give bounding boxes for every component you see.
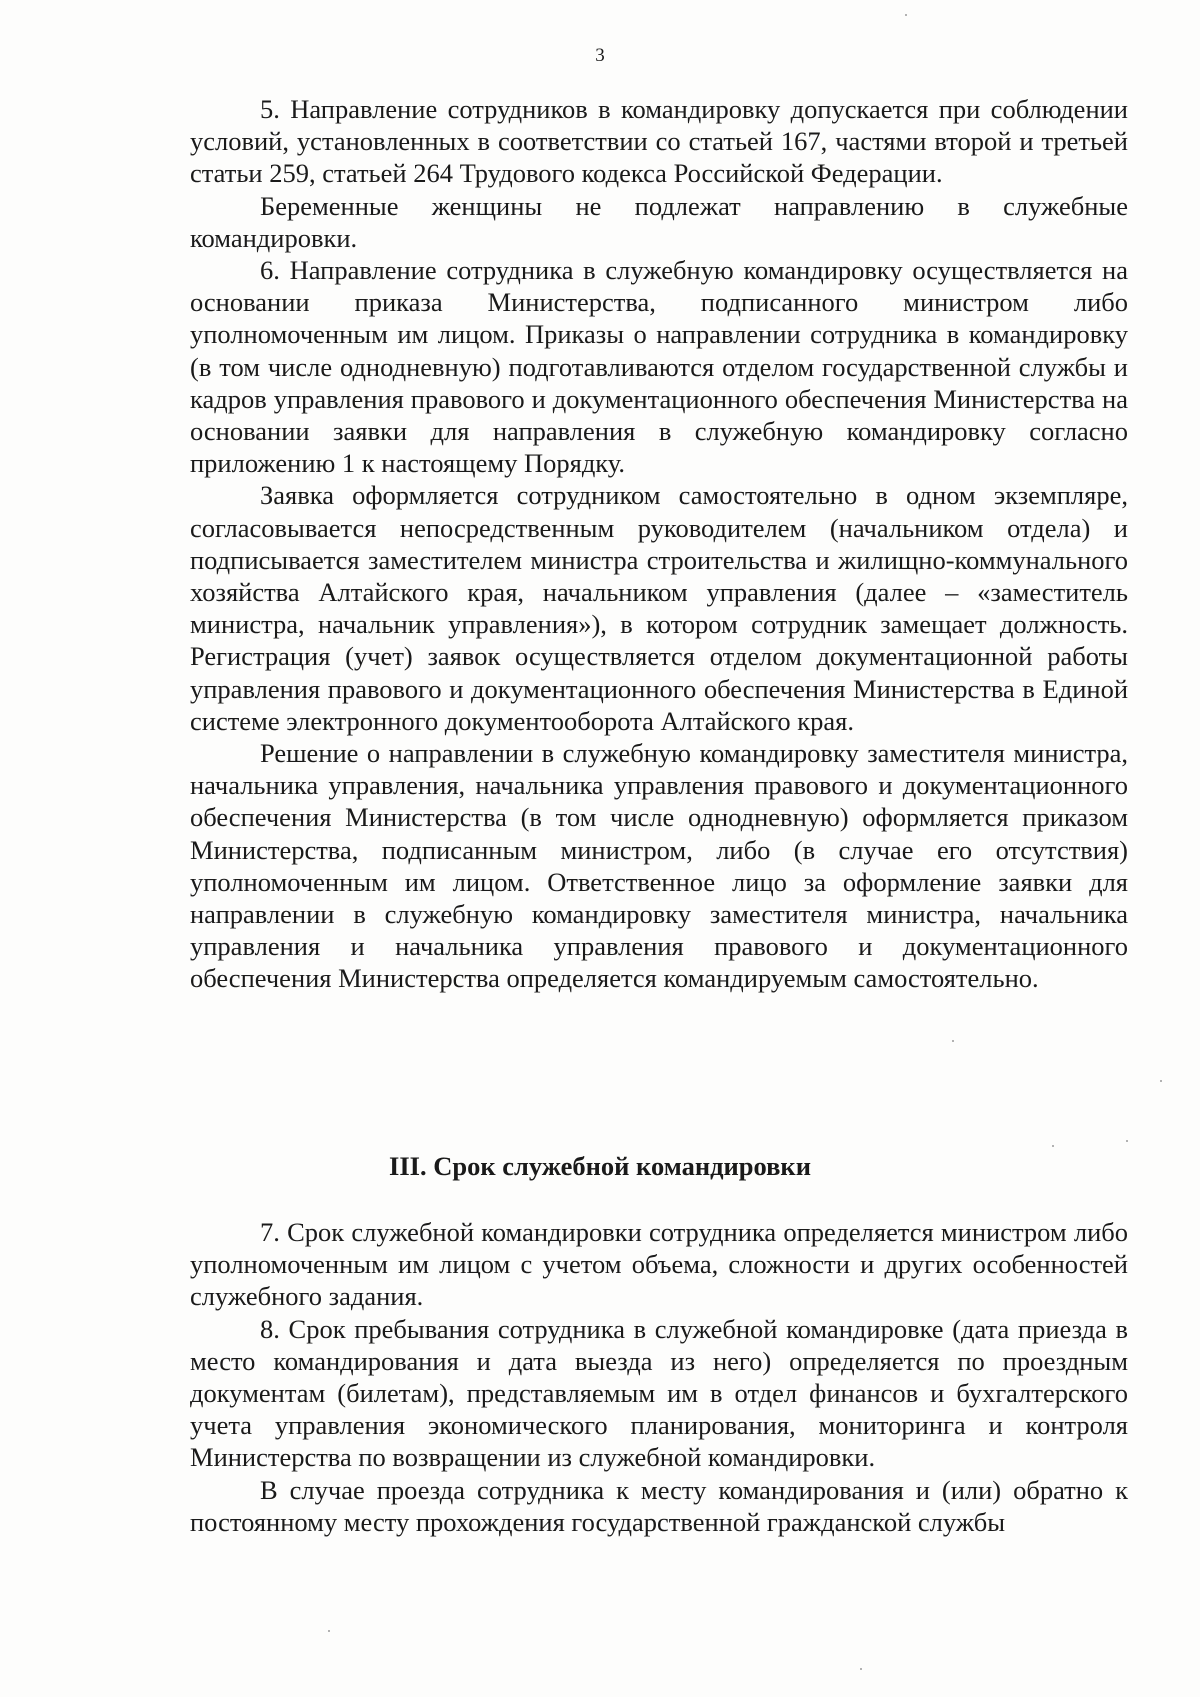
paragraph-item-6: 6. Направление сотрудника в служебную командировку осуществляется на основании приказа Министерства, подписанного министром либо уполномоченным им лицом. Приказы о направлении сотрудника в командировку (в том числе однодневную) подготавливаются отделом государственной службы и кадров управления правового и документационного обеспечения Министерства на основании заявки для направления в служебную командировку согласно приложению 1 к настоящему Порядку. <box>190 255 1128 479</box>
scan-speck <box>905 14 907 16</box>
paragraph-decision: Решение о направлении в служебную командировку заместителя министра, начальника управления, начальника управления правового и документационного обеспечения Министерства (в том числе однодневную) оформляется приказом Министерства, подписанным министром, либо (в случае его отсутствия) уполномоченным им лицом. Ответственное лицо за оформление заявки для направлении в служебную командировку заместителя министра, начальника управления и начальника управления правового и документационного обеспечения Министерства определяется командируемым самостоятельно. <box>190 738 1128 994</box>
scan-speck <box>1160 1080 1162 1082</box>
paragraph-item-8: 8. Срок пребывания сотрудника в служебной командировке (дата приезда в место командирования и дата выезда из него) определяется по проездным документам (билетам), представляемым им в отдел финансов и бухгалтерского учета управления экономического планирования, мониторинга и контроля Министерства по возвращении из служебной командировки. <box>190 1313 1128 1473</box>
paragraph-item-5: 5. Направление сотрудников в командировку допускается при соблюдении условий, установленных в соответствии со статьей 167, частями второй и третьей статьи 259, статьей 264 Трудового кодекса Российской Федерации. <box>190 94 1128 189</box>
page-number: 3 <box>595 45 605 66</box>
scan-speck <box>952 1040 954 1042</box>
section-heading: III. Срок служебной командировки <box>389 1151 811 1181</box>
paragraph-item-7: 7. Срок служебной командировки сотрудника определяется министром либо уполномоченным им лицом с учетом объема, сложности и других особенностей служебного задания. <box>190 1217 1128 1312</box>
paragraph-pregnant-women: Беременные женщины не подлежат направлению в служебные командировки. <box>190 190 1128 253</box>
scan-speck <box>1126 1140 1128 1142</box>
paragraph-travel-case: В случае проезда сотрудника к месту командирования и (или) обратно к постоянному месту прохождения государственной гражданской службы <box>190 1474 1128 1537</box>
section-iii-text <box>190 1216 1128 1538</box>
scan-speck <box>328 1630 330 1632</box>
scan-speck <box>860 1668 862 1670</box>
scan-speck <box>1052 1145 1054 1147</box>
paragraph-application: Заявка оформляется сотрудником самостоятельно в одном экземпляре, согласовывается непосредственным руководителем (начальником отдела) и подписывается заместителем министра строительства и жилищно-коммунального хозяйства Алтайского края, начальником управления (далее – «заместитель министра, начальник управления»), в котором сотрудник замещает должность. Регистрация (учет) заявок осуществляется отделом документационной работы управления правового и документационного обеспечения Министерства в Единой системе электронного документооборота Алтайского края. <box>190 480 1128 736</box>
section-ii-text <box>190 93 1128 995</box>
